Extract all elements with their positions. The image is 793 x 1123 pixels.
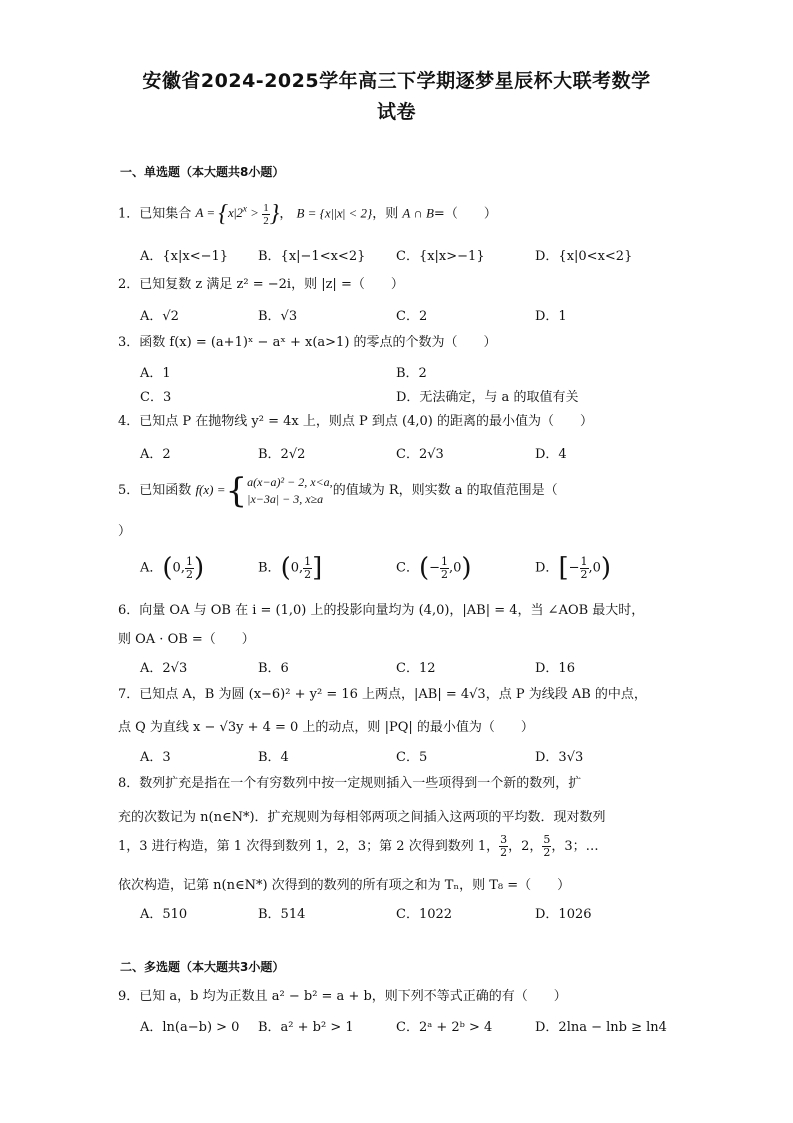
question-stem: 已知 a，b 均为正数且 a² − b² = a + b，则下列不等式正确的有（ ）: [139, 989, 567, 1004]
option-d: D．1026: [535, 907, 592, 922]
option-c: C．2ᵃ + 2ᵇ > 4: [396, 1020, 493, 1035]
set-a-expression: $A = \{x|2^x$ > $\frac{1}{2}$ }: [195, 201, 280, 228]
option-a: A．2√3: [140, 661, 188, 676]
section-multiple-choice-heading: 二、多选题（本大题共3小题）: [120, 960, 285, 974]
option-a: A．(0, $\frac{1}{2}$ ): [140, 553, 205, 583]
option-a: A．510: [140, 907, 188, 922]
option-a: A．1: [140, 366, 171, 381]
option-d: D．3√3: [535, 750, 584, 765]
question-7-line-2: 点 Q 为直线 x − √3y + 4 = 0 上的动点，则 |PQ| 的最小值为（ ）: [118, 720, 534, 735]
option-d: D．{x|0<x<2}: [535, 249, 633, 264]
question-stem: 已知点 P 在抛物线 y² = 4x 上，则点 P 到点 (4,0) 的距离的最小值为（ ）: [139, 414, 593, 429]
option-c: C．5: [396, 750, 428, 765]
option-b: B．514: [258, 907, 306, 922]
option-a: A．2: [140, 447, 171, 462]
question-1: 1．已知集合 $A = \{x|2^x$ > $\frac{1}{2}$ }， B = {x||x| < 2}，则 A ∩ B=（ ）: [118, 201, 497, 228]
option-b: B．6: [258, 661, 289, 676]
option-c: C．3: [140, 390, 172, 405]
option-b: B．2: [396, 366, 427, 381]
question-5-continuation: ）: [118, 524, 132, 539]
question-number: 1．: [118, 206, 140, 222]
fraction-five-halves: $\frac{5}{2}$: [543, 833, 551, 859]
question-number: 6．: [118, 603, 140, 618]
question-number: 3．: [118, 335, 140, 350]
option-c: C．2: [396, 309, 428, 324]
option-a: A．√2: [140, 309, 179, 324]
question-number: 7．: [118, 687, 140, 702]
fraction-three-halves: $\frac{3}{2}$: [500, 833, 508, 859]
section-single-choice-heading: 一、单选题（本大题共8小题）: [120, 165, 285, 179]
option-b: B．(0, $\frac{1}{2}$ ]: [258, 553, 323, 583]
option-d: D．16: [535, 661, 575, 676]
question-stem-line-1: 数列扩充是指在一个有穷数列中按一定规则插入一些项得到一个新的数列，扩: [139, 776, 582, 791]
question-8-line-2: 充的次数记为 n(n∈N*)．扩充规则为每相邻两项之间插入这两项的平均数．现对数列: [118, 810, 606, 825]
question-5: 5．已知函数 f(x) ={ a(x−a)² − 2, x<a, |x−3a| − 3, x≥a 的值域为 R，则实数 a 的取值范围是（: [118, 470, 558, 511]
option-d: D．无法确定，与 a 的取值有关: [396, 390, 579, 405]
question-8: [118, 775, 678, 793]
question-6: [118, 602, 678, 620]
question-number: 5．: [118, 483, 140, 498]
option-d: D．4: [535, 447, 567, 462]
question-stem: 已知函数: [139, 483, 192, 498]
option-b: B．{x|−1<x<2}: [258, 249, 366, 264]
option-a: A．3: [140, 750, 171, 765]
piecewise-brace: {: [225, 470, 248, 511]
question-7: [118, 686, 678, 704]
option-d: D．[− $\frac{1}{2}$ ,0): [535, 553, 612, 583]
question-number: 8．: [118, 776, 140, 791]
question-stem-line-1: 向量 OA 与 OB 在 i = (1,0) 上的投影向量均为 (4,0)，|AB| = 4，当 ∠AOB 最大时，: [139, 603, 645, 618]
question-number: 2．: [118, 277, 140, 292]
question-stem-line-1: 已知点 A，B 为圆 (x−6)² + y² = 16 上两点，|AB| = 4√3，点 P 为线段 AB 的中点，: [139, 687, 647, 702]
option-c: C．{x|x>−1}: [396, 249, 485, 264]
question-stem: 已知复数 z 满足 z² = −2i，则 |z| =（ ）: [139, 277, 404, 292]
option-c: C．2√3: [396, 447, 444, 462]
intersection-expression: A ∩ B: [402, 205, 434, 221]
question-stem: 已知集合: [139, 206, 192, 222]
option-c: C．12: [396, 661, 436, 676]
option-d: D．2lna − lnb ≥ ln4: [535, 1020, 667, 1035]
question-4: [118, 413, 678, 431]
question-8-line-3: 1，3 进行构造，第 1 次得到数列 1，2，3；第 2 次得到数列 1， $\frac{3}{2}$ ，2， $\frac{5}{2}$ ，3；…: [118, 833, 599, 859]
question-9: [118, 988, 678, 1006]
piecewise-cases: a(x−a)² − 2, x<a, |x−3a| − 3, x≥a: [247, 474, 333, 506]
option-b: B．4: [258, 750, 289, 765]
option-c: C．(− $\frac{1}{2}$ ,0): [396, 553, 472, 583]
exam-title: [0, 66, 793, 128]
option-c: C．1022: [396, 907, 453, 922]
question-3: [118, 334, 678, 352]
question-8-line-4: 依次构造，记第 n(n∈N*) 次得到的数列的所有项之和为 Tₙ，则 T₈ =（ ）: [118, 878, 571, 893]
option-a: A．{x|x<−1}: [140, 249, 229, 264]
question-stem: 函数 f(x) = (a+1)ˣ − aˣ + x(a>1) 的零点的个数为（ ）: [139, 335, 497, 350]
question-6-line-2: 则 OA · OB =（ ）: [118, 632, 255, 647]
question-number: 9．: [118, 989, 140, 1004]
option-b: B．a² + b² > 1: [258, 1020, 354, 1035]
option-b: B．2√2: [258, 447, 306, 462]
option-a: A．ln(a−b) > 0: [140, 1020, 240, 1035]
set-b-expression: B = {x||x| < 2}: [296, 205, 373, 221]
question-2: [118, 276, 678, 294]
option-d: D．1: [535, 309, 567, 324]
title-line-1: 安徽省2024-2025学年高三下学期逐梦星辰杯大联考数学: [142, 70, 651, 92]
question-number: 4．: [118, 414, 140, 429]
option-b: B．√3: [258, 309, 298, 324]
title-line-2: 试卷: [376, 101, 416, 123]
